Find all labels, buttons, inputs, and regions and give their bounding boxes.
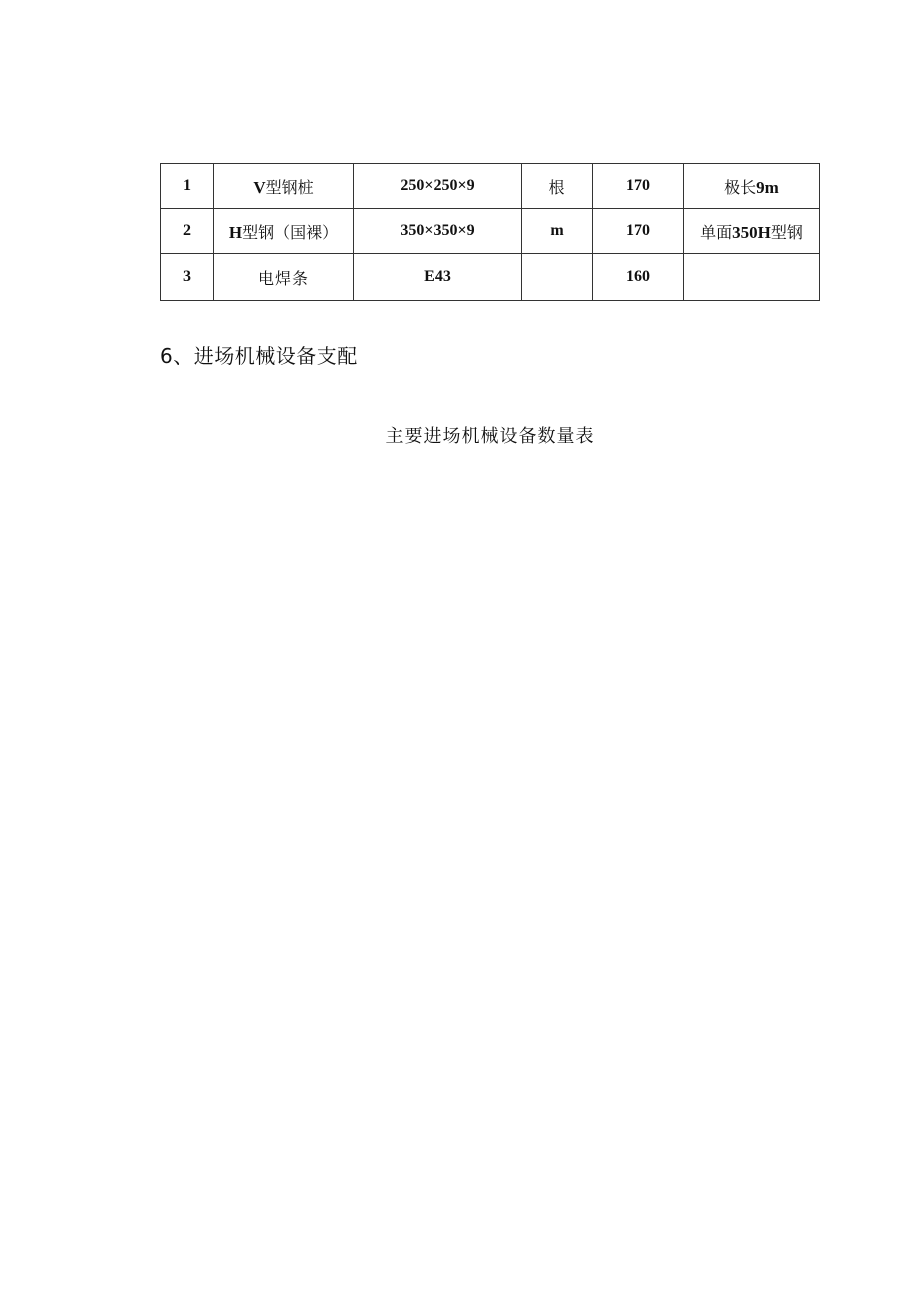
material-note-text: 单面 xyxy=(700,222,733,242)
material-unit xyxy=(522,254,593,301)
row-number: 3 xyxy=(161,254,214,301)
material-name: 电焊条 xyxy=(214,254,354,301)
material-unit: m xyxy=(522,209,593,254)
table-row xyxy=(161,164,820,209)
material-quantity: 170 xyxy=(593,164,684,209)
table-row xyxy=(161,254,820,301)
material-name-prefix: H xyxy=(228,222,243,242)
material-name-text: 型钢桩 xyxy=(265,177,314,197)
material-spec: E43 xyxy=(354,254,522,301)
section-heading: 6、进场机械设备支配 xyxy=(160,344,358,368)
material-note xyxy=(684,164,820,209)
material-name xyxy=(214,164,354,209)
table-row xyxy=(161,209,820,254)
material-note-suffix: 型钢 xyxy=(770,222,803,242)
material-quantity: 160 xyxy=(593,254,684,301)
material-quantity: 170 xyxy=(593,209,684,254)
material-note-value: 350H xyxy=(732,222,771,242)
material-spec: 250×250×9 xyxy=(354,164,522,209)
material-name-prefix: V xyxy=(253,177,266,197)
material-unit: 根 xyxy=(522,164,593,209)
material-name-text: 型钢（国裸） xyxy=(242,222,339,242)
material-spec: 350×350×9 xyxy=(354,209,522,254)
materials-table xyxy=(160,163,820,301)
material-note xyxy=(684,254,820,301)
material-name xyxy=(214,209,354,254)
row-number: 1 xyxy=(161,164,214,209)
row-number: 2 xyxy=(161,209,214,254)
equipment-table-caption: 主要进场机械设备数量表 xyxy=(385,426,595,447)
material-note-value: 9m xyxy=(756,177,779,197)
material-note xyxy=(684,209,820,254)
material-note-text: 极长 xyxy=(724,177,757,197)
